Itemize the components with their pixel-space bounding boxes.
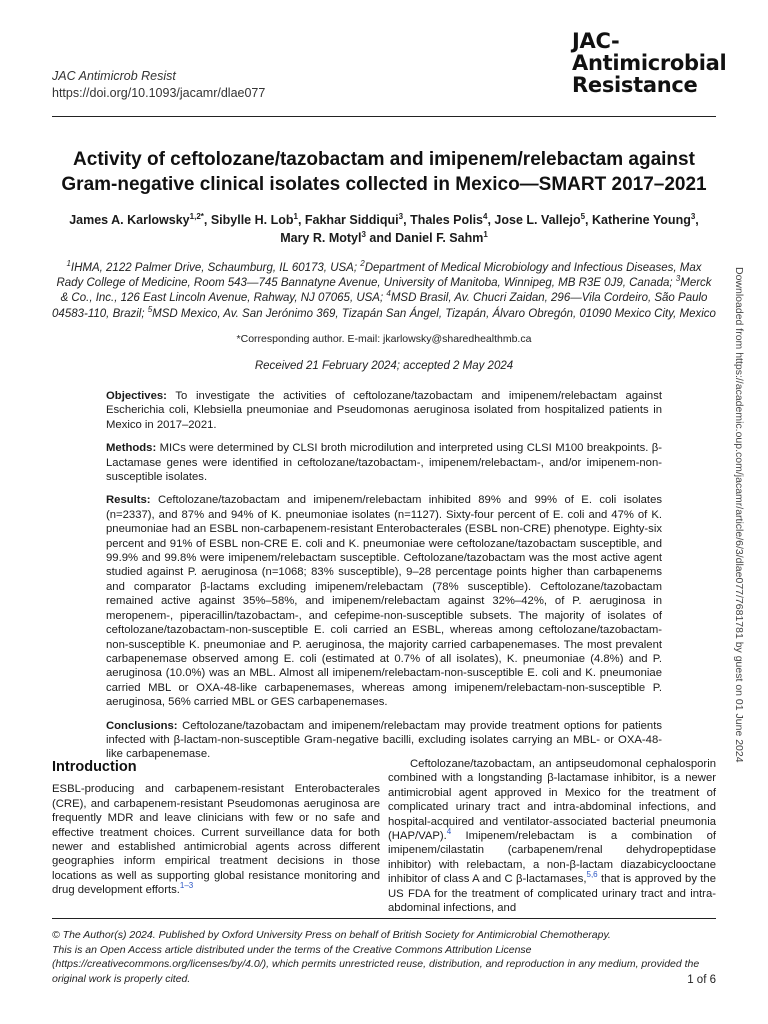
logo-line-2: Antimicrobial: [572, 51, 727, 75]
doi-link[interactable]: https://doi.org/10.1093/jacamr/dlae077: [52, 86, 266, 100]
affiliation-number: 1: [66, 259, 71, 269]
author-affiliation-marker: 1,2*: [189, 211, 204, 221]
author: Mary R. Motyl: [280, 231, 362, 245]
reference-link[interactable]: 1–3: [179, 881, 194, 891]
author-affiliation-marker: 4: [483, 211, 488, 221]
copyright: © The Author(s) 2024. Published by Oxford University Press on behalf of British Society for Antimicrobial Chemotherapy.: [52, 929, 611, 941]
affiliation-text: MSD Mexico, Av. San Jerónimo 369, Tizapán San Ángel, Tizapán, Álvaro Obregón, 01090 Mexico City, Mexico: [152, 307, 716, 320]
intro-right-column: [388, 757, 716, 915]
author-affiliation-marker: 3: [361, 229, 366, 239]
corresponding-author: *Corresponding author. E-mail: jkarlowsky@sharedhealthmb.ca: [236, 333, 532, 345]
intro-right-text-1: Ceftolozane/tazobactam, an antipseudomonal cephalosporin combined with a longstanding β-lactamase inhibitor, is a newer antimicrobial agent approved in Mexico for the treatment of complicated urinary tract and intra-abdominal infections, and hospital-acquired and ventilator-associated bacterial pneumonia (HAP/VAP).: [388, 758, 716, 843]
affiliation-number: 2: [360, 259, 365, 269]
affiliation-number: 5: [147, 304, 153, 314]
intro-right-text-2: Imipenem/relebactam is a combination of imipenem/cilastatin (carbapenem/renal dehydropeptidase inhibitor) with relebactam, a non-β-lactam diazabicyclooctane inhibitor of class A and C β-lactamases,: [388, 830, 716, 886]
reference-link[interactable]: 5,6: [586, 870, 598, 880]
author: James A. Karlowsky: [69, 213, 190, 227]
abstract: [106, 389, 662, 771]
author-affiliation-marker: 5: [580, 211, 586, 221]
affiliation-number: 4: [386, 289, 391, 299]
journal-name: JAC Antimicrob Resist: [52, 69, 176, 83]
author: Daniel F. Sahm: [395, 231, 484, 245]
download-note: Downloaded from https://academic.oup.com/jacamr/article/6/3/dlae077/7681781 by guest on 01 June 2024: [733, 267, 745, 763]
methods-label: Methods:: [106, 442, 157, 455]
header-divider: [52, 116, 716, 117]
affiliations: [52, 261, 716, 322]
objectives-text: To investigate the activities of ceftolozane/tazobactam and imipenem/relebactam against Escherichia coli, Klebsiella pneumoniae and Pseudomonas aeruginosa isolated from hospitalized patients in Mexico in 2017–2021.: [106, 390, 662, 431]
abstract-conclusions: [106, 719, 662, 762]
objectives-label: Objectives:: [106, 390, 167, 402]
intro-paragraph-2: [388, 757, 716, 915]
conclusions-label: Conclusions:: [106, 719, 178, 732]
author: Thales Polis: [410, 213, 484, 227]
footer-divider: [52, 918, 716, 919]
logo-line-3: Resistance: [572, 73, 698, 97]
license-text: This is an Open Access article distributed under the terms of the Creative Commons Attribution License (https://creativecommons.org/licenses/by/4.0/), which permits unrestricted reuse, distribution, and reproduction in any medium, provided the original work is properly cited.: [52, 943, 700, 985]
methods-text: MICs were determined by CLSI broth microdilution and interpreted using CLSI M100 breakpoints. β-Lactamase genes were identified in ceftolozane/tazobactam-, imipenem/relebactam-, and/or imipenem-non-susceptible isolates.: [106, 442, 662, 484]
conclusions-text: Ceftolozane/tazobactam and imipenem/relebactam may provide treatment options for patients infected with β-lactam-non-susceptible Gram-negative bacilli, excluding isolates carrying an MBL- or OXA-48-like carbapenemase.: [106, 719, 662, 761]
article-title: Activity of ceftolozane/tazobactam and imipenem/relebactam against Gram-negative clinical isolates collected in Mexico—SMART 2017–2021: [61, 149, 707, 195]
author-affiliation-marker: 3: [690, 211, 696, 221]
affiliation-number: 3: [675, 274, 681, 284]
intro-left-column: [52, 760, 380, 898]
received-dates: Received 21 February 2024; accepted 2 May 2024: [254, 360, 514, 372]
affiliation-text: Department of Medical Microbiology and Infectious Diseases, Max Rady College of Medicine, Room 543—745 Bannatyne Avenue, University of Manitoba, Winnipeg, MB R3E 0J9, Canada;: [56, 262, 702, 290]
page-number: 1 of 6: [687, 974, 716, 986]
abstract-objectives: [106, 389, 662, 432]
author: Katherine Young: [591, 213, 691, 227]
license-footer: [52, 928, 716, 986]
journal-logo: [572, 30, 726, 96]
results-text: Ceftolozane/tazobactam and imipenem/relebactam inhibited 89% and 99% of E. coli isolates (n=2337), and 87% and 94% of K. pneumoniae isolates (n=1127). Sixty-four percent of E. coli and 47% of K. pneumoniae had an ESBL non-carbapenem-resistant Enterobacterales (ESBL non-CRE) phenotype. Eighty-six percent and 91% of ESBL non-CRE E. coli and K. pneumoniae were ceftolozane/tazobactam susceptible, and 99.9% and 99.8% were imipenem/relebactam susceptible. Ceftolozane/tazobactam was the most active agent studied against P. aeruginosa (n=1068; 83% susceptible), 9–28 percentage points higher than carbapenems and comparator β-lactams excluding imipenem/relebactam (78% susceptible). Ceftolozane/tazobactam remained active against 35%–58%, and imipenem/relebactam against 32%–42%, of P. aeruginosa in meropenem-, piperacillin/tazobactam-, and cefepime-non-susceptible subsets. The majority of isolates of ceftolozane/tazobactam-non-susceptible E. coli carried an ESBL, whereas among ceftolozane/tazobactam-non-susceptible K. pneumoniae and P. aeruginosa, the majority carried carbapenemases. The most prevalent carbapenemase observed among E. coli (estimated at 0.7% of all isolates), K. pneumoniae (4.8%) and P. aeruginosa (10.0%) was an MBL. Almost all imipenem/relebactam-non-susceptible E. coli and K. pneumoniae carried MBL or OXA-48-like carbapenemases, whereas among imipenem/relebactam-non-susceptible P. aeruginosa, 56% carried MBL or GES carbapenemases.: [106, 494, 662, 709]
affiliation-text: MSD Brasil, Av. Chucri Zaidan, 296—Vila Cordeiro, São Paulo 04583-110, Brazil;: [52, 292, 708, 320]
author-list: James A. Karlowsky$^{1,2*}$, Sibylle H. Lob$^1$, Fakhar Siddiqui$^3$, Thales Polis$^4$, Jose L. Vallejo$^5$, Katherine Young$^3$, Mary R. Motyl$^3$ and Daniel F. Sahm$^1$: [69, 211, 699, 245]
author-affiliation-marker: 3: [398, 211, 404, 221]
intro-heading: Introduction: [52, 759, 137, 775]
intro-paragraph-1: [52, 782, 380, 897]
author: Fakhar Siddiqui: [304, 213, 399, 227]
results-label: Results:: [106, 494, 151, 507]
author: Jose L. Vallejo: [494, 213, 581, 227]
author-affiliation-marker: 1: [293, 211, 298, 221]
author-affiliation-marker: 1: [483, 229, 488, 239]
reference-link[interactable]: 4: [446, 827, 452, 837]
intro-left-text: ESBL-producing and carbapenem-resistant Enterobacterales (CRE), and carbapenem-resistant Pseudomonas aeruginosa are frequently MDR and leave clinicians with few or no safe and effective treatment choices. Current surveillance data for both newer and established antimicrobial agents across different geographies inform empirical treatment decisions in those locations as well as supporting global resistance monitoring and drug development efforts.: [52, 783, 380, 897]
affiliation-text: Merck & Co., Inc., 126 East Lincoln Avenue, Rahway, NJ 07065, USA;: [60, 277, 712, 305]
logo-line-1: JAC-: [572, 29, 620, 53]
affiliation-text: IHMA, 2122 Palmer Drive, Schaumburg, IL 60173, USA;: [70, 262, 361, 274]
author: Sibylle H. Lob: [210, 213, 294, 227]
abstract-results: [106, 493, 662, 709]
journal-meta: [52, 68, 265, 102]
intro-right-text-3: that is approved by the US FDA for the treatment of complicated urinary tract and intra-abdominal infections, and: [388, 873, 716, 915]
abstract-methods: [106, 441, 662, 484]
